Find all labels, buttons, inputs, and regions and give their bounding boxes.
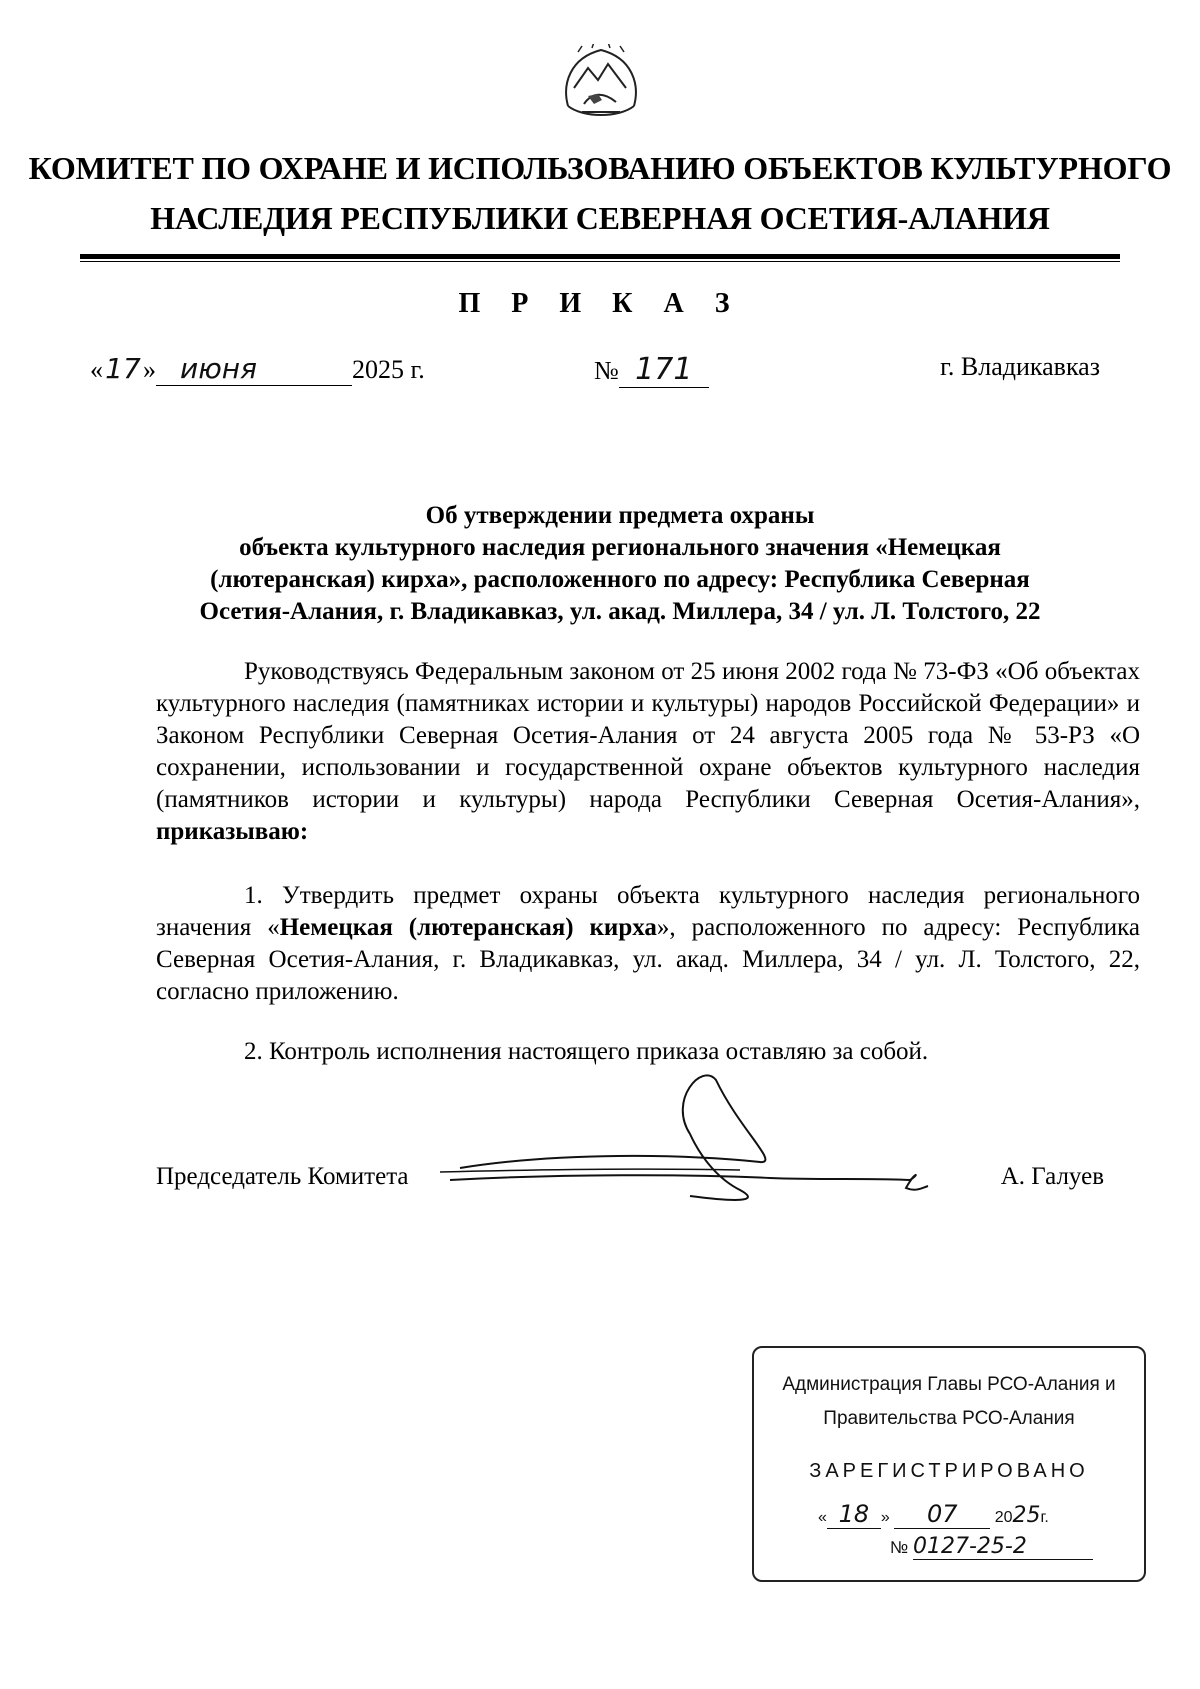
header-divider bbox=[80, 254, 1120, 262]
document-type: П Р И К А З bbox=[458, 288, 742, 319]
stamp-authority-line2: Правительства РСО-Алания bbox=[823, 1408, 1075, 1429]
stamp-handwritten-number: 0127-25-2 bbox=[913, 1534, 1093, 1560]
order-title: Об утверждении предмета охраны объекта культурного наследия регионального значения «Немецкая (лютеранская) кирха», расположенного по адресу: Республика Северная Осетия-Алания, г. Владикавказ, ул. акад. Миллера, 34 / ул. Л. Толстого, 22 bbox=[199, 502, 1041, 625]
handwritten-date-day: 17 bbox=[105, 352, 141, 385]
order-item-1: 1. Утвердить предмет охраны объекта культурного наследия регионального значения «Немецкая (лютеранская) кирха», расположенного по адресу: Республика Северная Осетия-Алания, г. Владикавказ, ул. акад. Миллера, 34 / ул. Л. Толстого, 22, согласно приложению. bbox=[156, 882, 1140, 1005]
coat-of-arms-emblem bbox=[558, 44, 644, 126]
handwritten-signature bbox=[440, 1070, 960, 1210]
handwritten-order-number: 171 bbox=[619, 352, 709, 388]
stamp-handwritten-day: 18 bbox=[827, 1500, 881, 1529]
organization-name-line1: КОМИТЕТ ПО ОХРАНЕ И ИСПОЛЬЗОВАНИЮ ОБЪЕКТОВ КУЛЬТУРНОГО bbox=[28, 150, 1172, 186]
registration-stamp bbox=[752, 1346, 1146, 1582]
signatory-position: Председатель Комитета bbox=[156, 1163, 409, 1190]
stamp-authority-line1: Администрация Главы РСО-Алания и bbox=[782, 1374, 1116, 1395]
stamp-registration-number: № 0127-25-2 bbox=[890, 1534, 1120, 1560]
order-directive: приказываю: bbox=[156, 818, 309, 845]
order-number: № 171 bbox=[594, 352, 754, 388]
order-item-2: 2. Контроль исполнения настоящего приказа оставляю за собой. bbox=[244, 1038, 929, 1065]
handwritten-date-month: июня bbox=[156, 352, 352, 386]
preamble-paragraph: Руководствуясь Федеральным законом от 25 июня 2002 года № 73-ФЗ «Об объектах культурного наследия (памятниках истории и культуры) народов Российской Федерации» и Законом Республики Северная Осетия-Алания от 24 августа 2005 года № 53-РЗ «О сохранении, использовании и государственной охране объектов культурного наследия (памятников истории и культуры) народа Республики Северная Осетия-Алания», приказываю: bbox=[156, 658, 1140, 845]
stamp-status: ЗАРЕГИСТРИРОВАНО bbox=[809, 1460, 1089, 1482]
stamp-handwritten-year: 25 bbox=[1012, 1503, 1041, 1528]
order-city: г. Владикавказ bbox=[940, 352, 1100, 381]
stamp-handwritten-month: 07 bbox=[894, 1500, 990, 1529]
signatory-name: А. Галуев bbox=[1000, 1163, 1104, 1190]
stamp-registration-date: « 18 » 07 2025г. bbox=[818, 1500, 1049, 1528]
date-year: 2025 г. bbox=[352, 355, 425, 384]
organization-name-line2: НАСЛЕДИЯ РЕСПУБЛИКИ СЕВЕРНАЯ ОСЕТИЯ-АЛАНИЯ bbox=[150, 200, 1050, 236]
order-date: «17» июня 2025 г. bbox=[90, 352, 425, 385]
